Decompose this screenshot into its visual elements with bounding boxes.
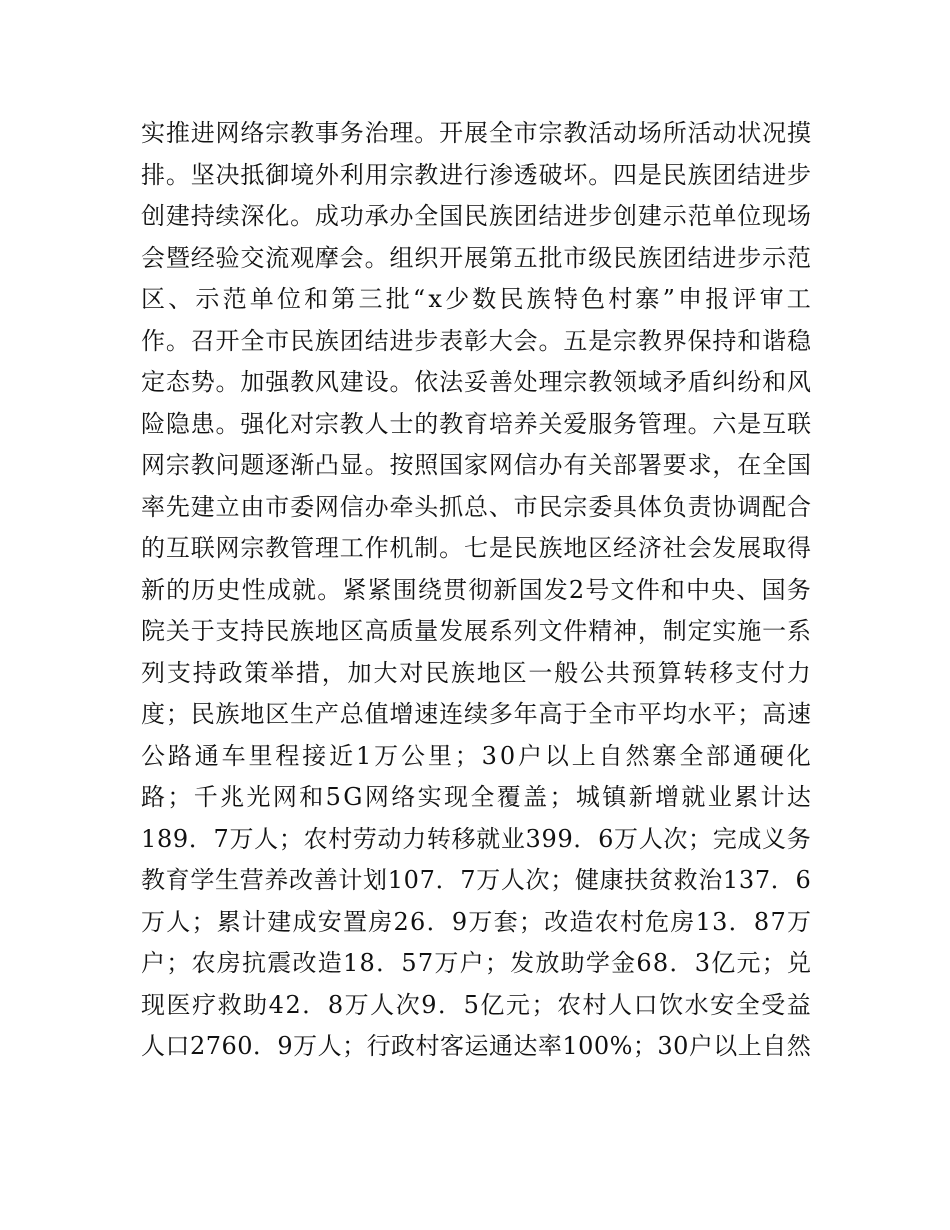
paragraph-line: 的 互 联 网 宗 教 管 理 工 作 机 制 。 七 是 民 族 地 区 经 济 社 会 发 展 取 得 <box>141 534 811 562</box>
paragraph-line: 险 隐 患 。 强 化 对 宗 教 人 士 的 教 育 培 养 关 爱 服 务 管 理 。 六 是 互 联 <box>141 409 811 438</box>
paragraph-line: 教 育 学 生 营 养 改 善 计 划 1 0 7 ． 7 万 人 次 ； 健 康 扶 贫 救 治 1 3 7 ． 6 <box>141 866 811 894</box>
paragraph-line: 列 支 持 政 策 举 措 ， 加 大 对 民 族 地 区 一 般 公 共 预 算 转 移 支 付 力 <box>141 658 811 687</box>
paragraph-line: 户 ； 农 房 抗 震 改 造 1 8 ． 5 7 万 户 ； 发 放 助 学 金 6 8 ． 3 亿 元 ； 兑 <box>141 949 811 977</box>
paragraph-line: 度 ； 民 族 地 区 生 产 总 值 增 速 连 续 多 年 高 于 全 市 平 均 水 平 ； 高 速 <box>141 700 811 728</box>
paragraph-line: 人 口 2 7 6 0 ． 9 万 人 ； 行 政 村 客 运 通 达 率 1 0 0 % ； 3 0 户 以 上 自 然 <box>141 1032 811 1060</box>
paragraph-line: 1 8 9 ． 7 万 人 ； 农 村 劳 动 力 转 移 就 业 3 9 9 ． 6 万 人 次 ； 完 成 义 务 <box>141 824 811 853</box>
paragraph-line: 院 关 于 支 持 民 族 地 区 高 质 量 发 展 系 列 文 件 精 神 ， 制 定 实 施 一 系 <box>141 617 811 645</box>
paragraph-line: 网 宗 教 问 题 逐 渐 凸 显 。 按 照 国 家 网 信 办 有 关 部 署 要 求 ， 在 全 国 <box>141 451 811 479</box>
paragraph-line: 创 建 持 续 深 化 。 成 功 承 办 全 国 民 族 团 结 进 步 创 建 示 范 单 位 现 场 <box>141 202 811 230</box>
paragraph-line: 区 、 示 范 单 位 和 第 三 批 “ x 少 数 民 族 特 色 村 寨 ” 申 报 评 审 工 <box>141 285 811 313</box>
paragraph-line: 作 。 召 开 全 市 民 族 团 结 进 步 表 彰 大 会 。 五 是 宗 教 界 保 持 和 谐 稳 <box>141 326 811 355</box>
paragraph-line: 定 态 势 。 加 强 教 风 建 设 。 依 法 妥 善 处 理 宗 教 领 域 矛 盾 纠 纷 和 风 <box>141 368 811 396</box>
paragraph-line: 公 路 通 车 里 程 接 近 1 万 公 里 ； 3 0 户 以 上 自 然 寨 全 部 通 硬 化 <box>141 741 811 770</box>
paragraph-line: 率 先 建 立 由 市 委 网 信 办 牵 头 抓 总 、 市 民 宗 委 具 体 负 责 协 调 配 合 <box>141 492 811 521</box>
paragraph-line: 新 的 历 史 性 成 就 。 紧 紧 围 绕 贯 彻 新 国 发 2 号 文 件 和 中 央 、 国 务 <box>141 575 811 604</box>
paragraph-line: 排 。 坚 决 抵 御 境 外 利 用 宗 教 进 行 渗 透 破 坏 。 四 是 民 族 团 结 进 步 <box>141 160 811 189</box>
document-page <box>141 113 811 1068</box>
paragraph-line: 会 暨 经 验 交 流 观 摩 会 。 组 织 开 展 第 五 批 市 级 民 族 团 结 进 步 示 范 <box>141 243 811 272</box>
paragraph-line: 实 推 进 网 络 宗 教 事 务 治 理 。 开 展 全 市 宗 教 活 动 场 所 活 动 状 况 摸 <box>141 119 811 147</box>
paragraph-line: 现 医 疗 救 助 4 2 ． 8 万 人 次 9 ． 5 亿 元 ； 农 村 人 口 饮 水 安 全 受 益 <box>141 990 811 1019</box>
paragraph-line: 路 ； 千 兆 光 网 和 5 G 网 络 实 现 全 覆 盖 ； 城 镇 新 增 就 业 累 计 达 <box>141 783 811 811</box>
paragraph-line: 万 人 ； 累 计 建 成 安 置 房 2 6 ． 9 万 套 ； 改 造 农 村 危 房 1 3 ． 8 7 万 <box>141 907 811 936</box>
